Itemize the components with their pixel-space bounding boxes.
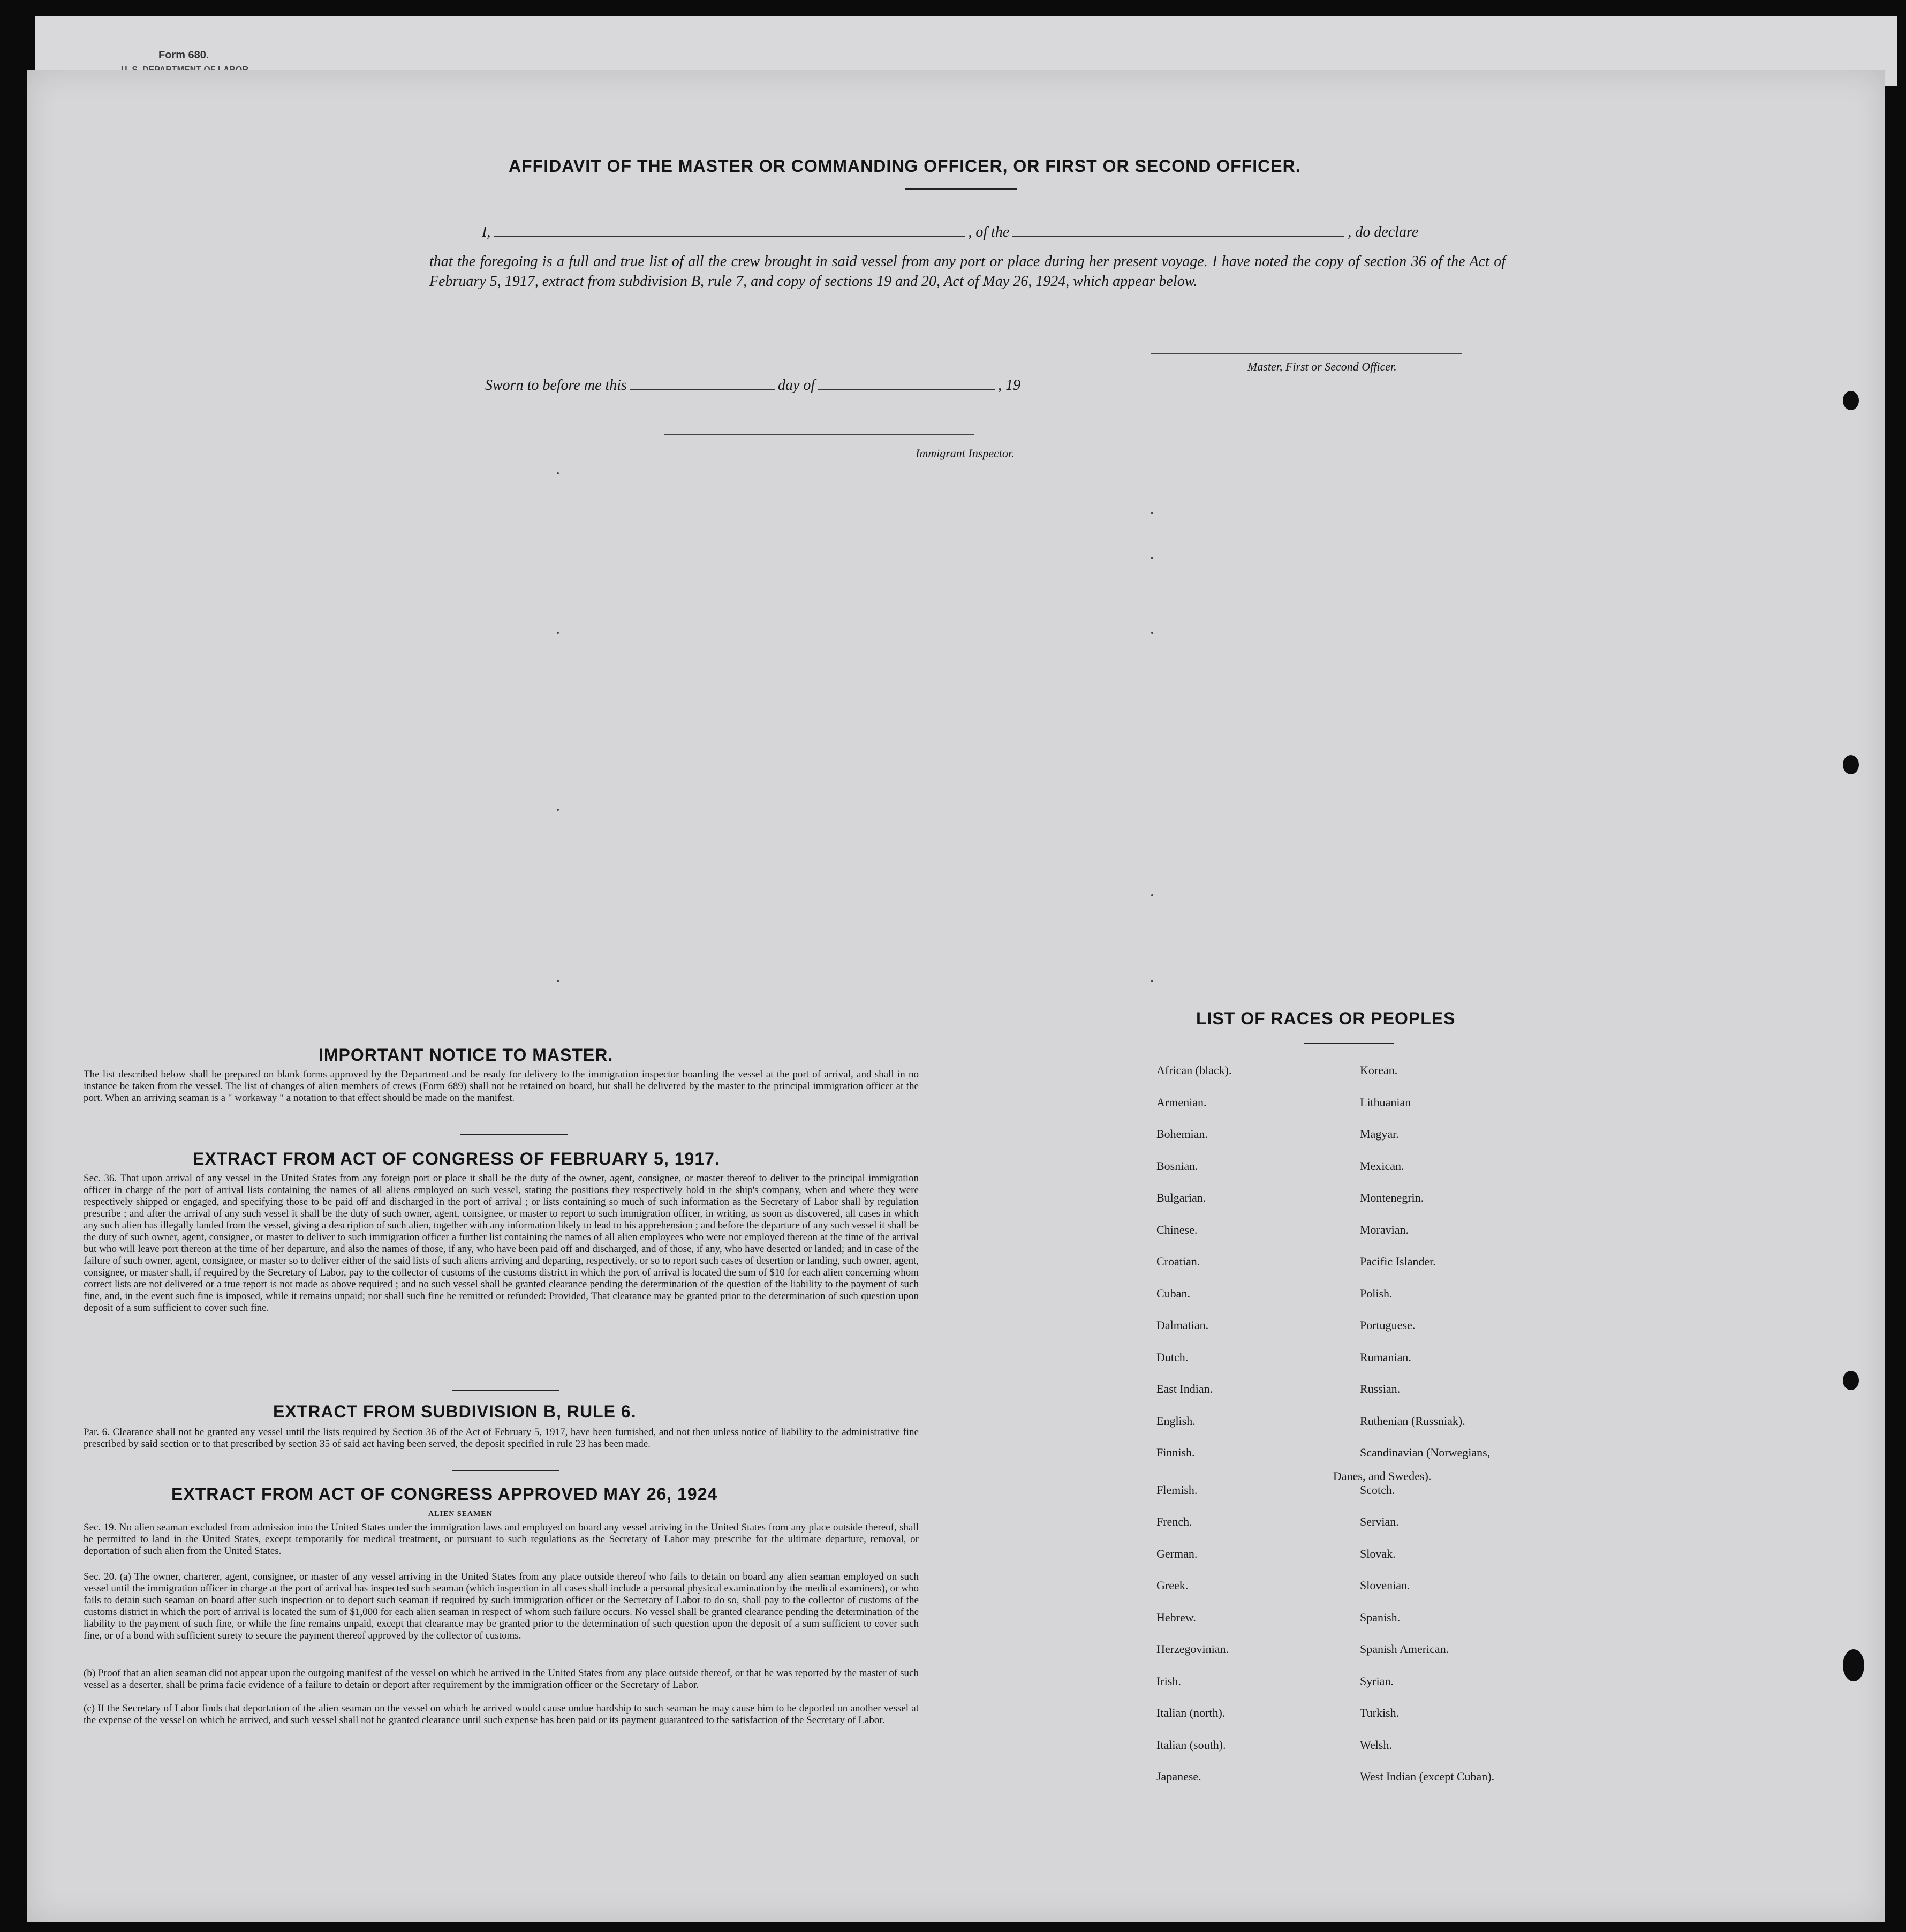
sec20c-body: (c) If the Secretary of Labor finds that deportation of the alien seaman on the vessel on which he arrived would cause undue hardship to such seaman he may cause him to be deported on another vessel at the expense of the vessel on which he arrived, and such vessel shall not be granted clearance until such expense has been paid or its payment guaranteed to the satisfaction of the Secretary of Labor. [84,1703,919,1726]
divider [452,1390,559,1391]
bleed-mark [1151,980,1153,982]
inspector-label: Immigrant Inspector. [916,447,1015,460]
race-item: Polish. [1360,1287,1393,1300]
race-item: Pacific Islander. [1360,1255,1436,1268]
binder-hole [1843,1649,1864,1681]
race-item: Scotch. [1360,1483,1395,1497]
subdivision-b-body: Par. 6. Clearance shall not be granted any vessel until the lists required by Section 36 of the Act of February 5, 1917, have been furnished, and not then unless notice of liability to the administrative fine prescribed by said section or to that prescribed by section 35 of said act having been served, the deposit specified in rule 23 has been made. [84,1427,919,1450]
race-item: Hebrew. [1156,1611,1196,1624]
race-item: East Indian. [1156,1382,1213,1395]
sworn-line [485,377,1020,394]
affidavit-declaration-line [482,224,1504,241]
sworn-middle: day of [777,377,815,394]
race-item: Irish. [1156,1674,1181,1688]
document-page [27,70,1885,1922]
binder-hole [1843,1371,1859,1390]
race-item: Dalmatian. [1156,1318,1209,1332]
race-item: Welsh. [1360,1738,1392,1752]
extract-1924-title: EXTRACT FROM ACT OF CONGRESS APPROVED MAY 26, 1924 [171,1484,718,1504]
bleed-mark [557,632,559,634]
race-item: Ruthenian (Russniak). [1360,1414,1465,1428]
divider [905,188,1017,190]
race-item: Servian. [1360,1515,1399,1528]
race-item: Armenian. [1156,1096,1207,1109]
bleed-mark [1151,632,1153,634]
race-item: German. [1156,1547,1198,1560]
bleed-mark [1151,557,1153,559]
bleed-mark [1151,512,1153,514]
binder-hole [1843,391,1859,410]
race-item: Bulgarian. [1156,1191,1206,1204]
extract-1917-body: Sec. 36. That upon arrival of any vessel in the United States from any foreign port or place it shall be the duty of the owner, agent, consignee, or master thereof to deliver to the principal immigration officer in charge of the port of arrival lists containing the names of all aliens employed on such vessel, stating the positions they respectively hold in the ship's company, when and where they were respectively shipped or engaged, and specifying those to be paid off and discharged in the port of arrival ; or lists containing so much of such information as the Secretary of Labor shall by regulation prescribe ; and after the arrival of any such vessel it shall be the duty of such owner, agent, consignee, or master to report to such immigration officer, in writing, as soon as discovered, all cases in which any such alien has illegally landed from the vessel, giving a description of such alien, together with any information likely to lead to his apprehension ; and before the departure of any such vessel it shall be the duty of such owner, agent, consignee, or master to deliver to such immigration officer a further list containing the names of all alien employees who were not employed thereon at the time of the arrival but who will leave port thereon at the time of her departure, and also the names of those, if any, who have been paid off and discharged, and of those, if any, who have deserted or landed; and in case of the failure of such owner, agent, consignee, or master so to deliver either of the said lists of such aliens arriving and departing, respectively, or so to report such cases of desertion or landing, such owner, agent, consignee, or master shall, if required by the Secretary of Labor, pay to the collector of customs of the customs district in which the port of arrival is located the sum of $10 for each alien concerning whom correct lists are not delivered or a true report is not made as above required ; and no such vessel shall be granted clearance pending the determination of the question of the liability to the payment of such fine, and, in the event such fine is imposed, while it remains unpaid; nor shall such fine be remitted or refunded: Provided, That clearance may be granted prior to the determination of such question upon deposit of a sum sufficient to cover such fine. [84,1173,919,1314]
divider [1304,1043,1394,1044]
race-item: English. [1156,1414,1196,1428]
race-item: Chinese. [1156,1223,1198,1236]
race-item: Scandinavian (Norwegians, [1360,1446,1491,1459]
race-item: Flemish. [1156,1483,1198,1497]
race-item: Slovenian. [1360,1579,1410,1592]
alien-seamen-subtitle: ALIEN SEAMEN [428,1510,493,1518]
notice-title: IMPORTANT NOTICE TO MASTER. [319,1045,614,1065]
race-item: Herzegovinian. [1156,1642,1229,1656]
race-item: African (black). [1156,1063,1232,1077]
race-item: Spanish American. [1360,1642,1449,1656]
declaration-middle: , of the [968,224,1010,240]
race-item: Lithuanian [1360,1096,1411,1109]
extract-1917-title: EXTRACT FROM ACT OF CONGRESS OF FEBRUARY 5, 1917. [193,1149,720,1168]
race-item: Spanish. [1360,1611,1401,1624]
race-item: French. [1156,1515,1192,1528]
sec19-body: Sec. 19. No alien seaman excluded from admission into the United States under the immigration laws and employed on board any vessel arriving in the United States from any place outside thereof, shall be permitted to land in the United States, except temporarily for medical treatment, or pursuant to such regulations as the Secretary of Labor may prescribe for the ultimate departure, removal, or deportation of such alien from the United States. [84,1522,919,1557]
race-item: Italian (north). [1156,1706,1226,1719]
race-item: Rumanian. [1360,1350,1411,1364]
race-item: Korean. [1360,1063,1398,1077]
race-item: Bohemian. [1156,1127,1208,1141]
race-item: Croatian. [1156,1255,1200,1268]
race-item: Moravian. [1360,1223,1409,1236]
affidavit-title: AFFIDAVIT OF THE MASTER OR COMMANDING OFFICER, OR FIRST OR SECOND OFFICER. [509,156,1301,176]
race-item: West Indian (except Cuban). [1360,1770,1495,1783]
race-item: Montenegrin. [1360,1191,1424,1204]
race-item: Slovak. [1360,1547,1396,1560]
subdivision-b-title: EXTRACT FROM SUBDIVISION B, RULE 6. [273,1402,637,1421]
race-item: Turkish. [1360,1706,1400,1719]
day-blank[interactable] [630,388,775,390]
vessel-blank[interactable] [1012,235,1344,237]
race-item: Cuban. [1156,1287,1190,1300]
race-item: Dutch. [1156,1350,1189,1364]
race-item: Mexican. [1360,1159,1404,1173]
race-item: Japanese. [1156,1770,1201,1783]
sec20b-body: (b) Proof that an alien seaman did not appear upon the outgoing manifest of the vessel on which he arrived in the United States from any place outside thereof, or that he was reported by the master of such vessel as a deserter, shall be prima facie evidence of a failure to detain or deport after requirement by the immigration officer or the Secretary of Labor. [84,1667,919,1691]
month-blank[interactable] [818,388,995,390]
divider [460,1134,568,1135]
divider [452,1470,559,1471]
race-item: Syrian. [1360,1674,1394,1688]
bleed-mark [1151,894,1153,896]
race-item: Bosnian. [1156,1159,1198,1173]
sec20a-body: Sec. 20. (a) The owner, charterer, agent, consignee, or master of any vessel arriving in the United States from any place outside thereof who fails to detain on board any alien seaman employed on such vessel until the immigration officer in charge at the port of arrival has inspected such seaman (which inspection in all cases shall include a personal physical examination by the medical examiners), or who fails to detain such seaman on board after such inspection or to deport such seaman if required by such immigration officer or the Secretary of Labor to do so, shall pay to the collector of customs of the customs district in which the port of arrival is located the sum of $1,000 for each alien seaman in respect of whom such failure occurs. No vessel shall be granted clearance pending the determination of the liability to the payment of such fine, or while the fine remains unpaid, except that clearance may be granted prior to the determination of such question upon the deposit of a sum sufficient to cover such fine, or of a bond with sufficient surety to secure the payment thereof approved by the collector of customs. [84,1571,919,1641]
race-item-continuation: Danes, and Swedes). [1333,1469,1432,1483]
inspector-signature-line[interactable] [664,434,974,435]
notice-body: The list described below shall be prepared on blank forms approved by the Department and be ready for delivery to the immigration inspector boarding the vessel at the port of arrival, and shall in no instance be taken from the vessel. The list of changes of alien members of crews (Form 689) shall not be retained on board, but shall be delivered by the master to the principal immigration officer at the port. When an arriving seaman is a " workaway " a notation to that effect should be made on the manifest. [84,1069,919,1104]
binder-hole [1843,755,1859,774]
sworn-suffix: , 19 [998,377,1021,394]
declaration-prefix: I, [482,224,491,240]
form-number: Form 680. [158,49,209,61]
signature-line[interactable] [1151,353,1462,354]
race-item: Magyar. [1360,1127,1399,1141]
bleed-mark [557,472,559,474]
race-item: Finnish. [1156,1446,1195,1459]
affidavit-body: that the foregoing is a full and true list of all the crew brought in said vessel from any port or place during her present voyage. I have noted the copy of section 36 of the Act of February 5, 1917, extract from subdivision B, rule 7, and copy of sections 19 and 20, Act of May 26, 1924, which appear below. [429,253,1506,290]
sworn-prefix: Sworn to before me this [485,377,627,394]
declaration-suffix: , do declare [1348,224,1419,240]
race-item: Portuguese. [1360,1318,1416,1332]
name-blank[interactable] [494,235,965,237]
race-item: Italian (south). [1156,1738,1226,1752]
race-item: Greek. [1156,1579,1189,1592]
signature-label: Master, First or Second Officer. [1247,360,1397,373]
races-title: LIST OF RACES OR PEOPLES [1196,1009,1456,1028]
bleed-mark [557,809,559,811]
bleed-mark [557,980,559,982]
race-item: Russian. [1360,1382,1401,1395]
